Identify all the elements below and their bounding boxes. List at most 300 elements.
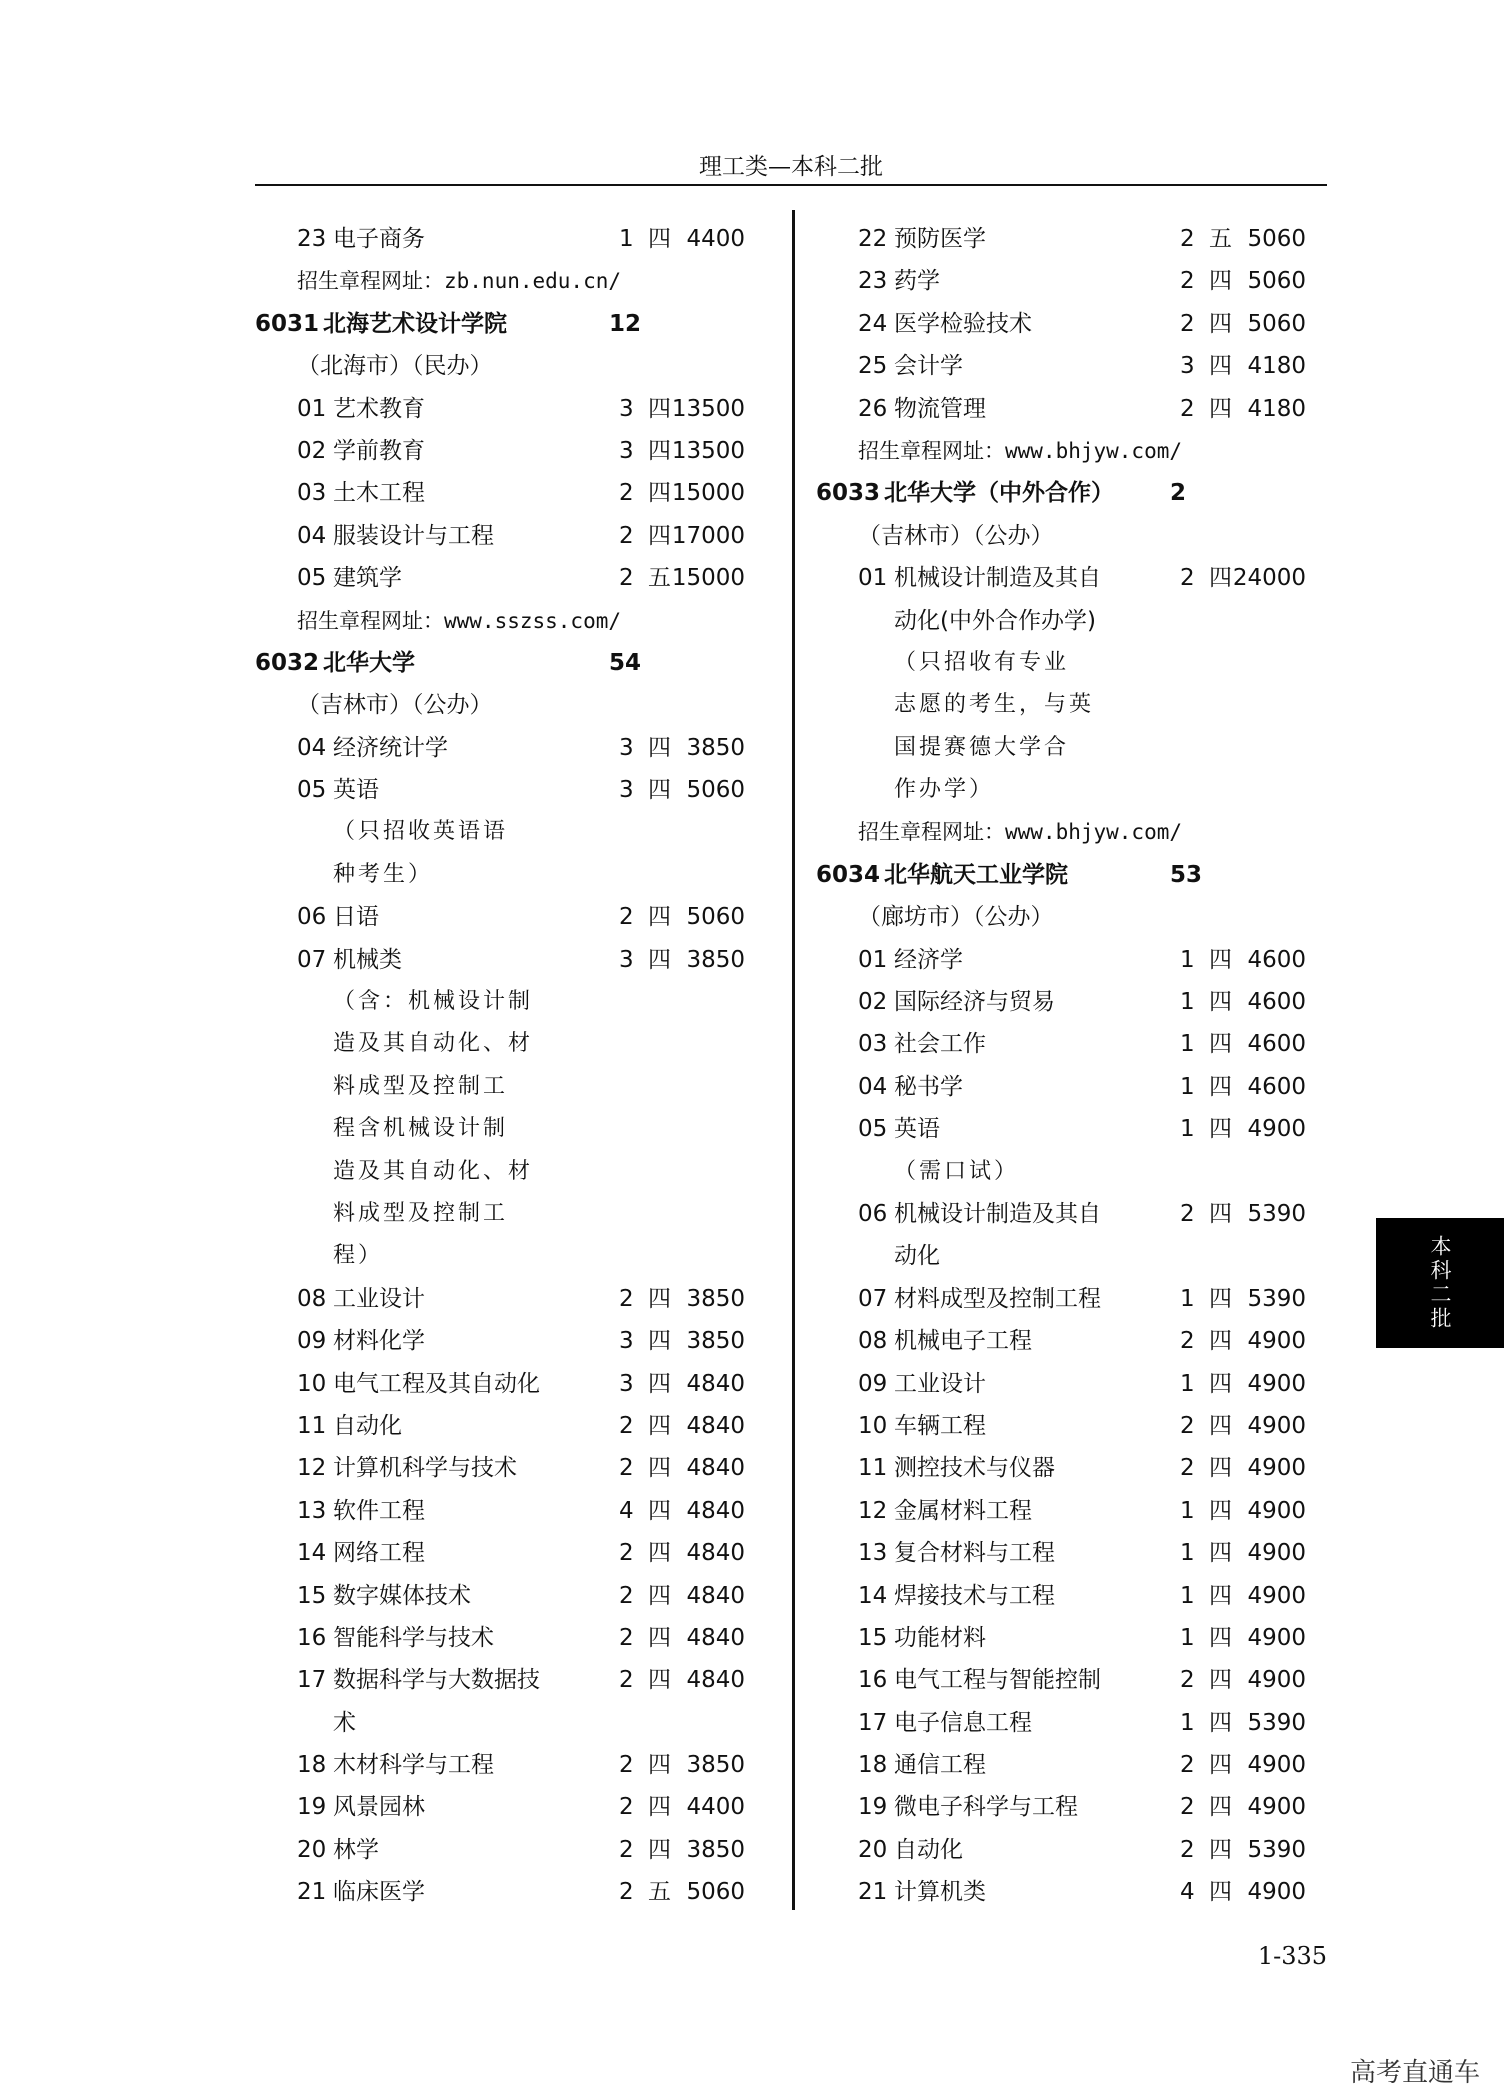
study-years: 四 (648, 777, 671, 804)
major-note-row (255, 1023, 775, 1065)
major-note: （需口试） (894, 1158, 1020, 1184)
study-years: 五 (648, 565, 671, 592)
study-years: 四 (1209, 1455, 1232, 1482)
plan-count: 2 (619, 1285, 634, 1312)
plan-count: 2 (619, 1412, 634, 1439)
major-name-continuation-row (816, 1235, 1336, 1277)
admission-url-row (255, 260, 775, 302)
major-code: 02 (858, 989, 888, 1016)
tuition-fee: 5060 (1247, 268, 1306, 295)
major-row (816, 1659, 1336, 1701)
major-row (255, 1575, 775, 1617)
column-divider (792, 210, 795, 1910)
major-row (816, 1575, 1336, 1617)
major-name: 经济统计学 (333, 734, 448, 761)
university-plan-total: 53 (1170, 861, 1203, 888)
major-name: 日语 (333, 904, 379, 931)
tuition-fee: 4840 (686, 1497, 745, 1524)
tuition-fee: 4900 (1247, 1667, 1306, 1694)
major-note-row (816, 1151, 1336, 1193)
major-name: 复合材料与工程 (894, 1540, 1055, 1567)
major-name: 工业设计 (894, 1370, 986, 1397)
major-name: 金属材料工程 (894, 1497, 1032, 1524)
major-code: 21 (858, 1879, 888, 1906)
study-years: 四 (1209, 1073, 1232, 1100)
university-name: 北海艺术设计学院 (323, 310, 507, 337)
university-location: （吉林市）（公办） (858, 522, 1054, 549)
major-row (816, 388, 1336, 430)
plan-count: 3 (619, 1370, 634, 1397)
major-row (255, 896, 775, 938)
major-name: 微电子科学与工程 (894, 1794, 1078, 1821)
major-name: 电子商务 (333, 226, 425, 252)
plan-count: 4 (619, 1497, 634, 1524)
tuition-fee: 4400 (686, 226, 745, 252)
study-years: 四 (648, 904, 671, 931)
plan-count: 2 (619, 904, 634, 931)
study-years: 四 (648, 226, 671, 252)
study-years: 四 (1209, 989, 1232, 1016)
tuition-fee: 5060 (686, 1879, 745, 1906)
major-row (255, 472, 775, 514)
study-years: 四 (1209, 1879, 1232, 1906)
major-note: 作办学） (894, 777, 995, 803)
tuition-fee: 5060 (1247, 226, 1306, 252)
tuition-fee: 4600 (1247, 989, 1306, 1016)
university-row (255, 642, 775, 684)
major-row (816, 1786, 1336, 1828)
study-years: 四 (1209, 268, 1232, 295)
university-code: 6032 (255, 649, 320, 676)
major-code: 17 (297, 1667, 327, 1694)
major-note-row (255, 1066, 775, 1108)
major-row (816, 218, 1336, 260)
major-code: 12 (297, 1455, 327, 1482)
tuition-fee: 4180 (1247, 395, 1306, 422)
university-row (255, 303, 775, 345)
study-years: 四 (1209, 1370, 1232, 1397)
major-name: 车辆工程 (894, 1412, 986, 1439)
tuition-fee: 13500 (671, 437, 745, 464)
university-code: 6033 (816, 480, 881, 507)
plan-count: 2 (619, 480, 634, 507)
admission-url: 招生章程网址：www.sszss.com/ (297, 608, 622, 633)
major-note-row (255, 981, 775, 1023)
tuition-fee: 4900 (1247, 1370, 1306, 1397)
plan-count: 1 (1180, 1497, 1195, 1524)
study-years: 四 (1209, 1031, 1232, 1058)
major-name: 通信工程 (894, 1752, 986, 1779)
tuition-fee: 4840 (686, 1370, 745, 1397)
study-years: 五 (648, 1879, 671, 1906)
major-row (816, 1829, 1336, 1871)
tuition-fee: 4900 (1247, 1752, 1306, 1779)
major-name: 林学 (333, 1836, 379, 1863)
study-years: 四 (648, 1667, 671, 1694)
tuition-fee: 5390 (1247, 1200, 1306, 1227)
major-name: 会计学 (894, 353, 963, 380)
plan-count: 2 (619, 1582, 634, 1609)
major-code: 18 (297, 1752, 327, 1779)
major-name: 临床医学 (333, 1879, 425, 1906)
tuition-fee: 4900 (1247, 1624, 1306, 1651)
major-row (255, 1447, 775, 1489)
tuition-fee: 4840 (686, 1624, 745, 1651)
major-row (255, 727, 775, 769)
major-row (816, 1532, 1336, 1574)
major-row (816, 1066, 1336, 1108)
tuition-fee: 5390 (1247, 1836, 1306, 1863)
study-years: 四 (1209, 1752, 1232, 1779)
major-name-continuation-row (255, 1702, 775, 1744)
watermark: 高考直通车 (1349, 2058, 1480, 2088)
major-name: 机械电子工程 (894, 1328, 1032, 1355)
major-name: 数据科学与大数据技 (333, 1667, 540, 1694)
plan-count: 4 (1180, 1879, 1195, 1906)
plan-count: 2 (619, 1540, 634, 1567)
major-row (255, 1744, 775, 1786)
major-code: 14 (858, 1582, 888, 1609)
major-code: 20 (858, 1836, 888, 1863)
study-years: 四 (1209, 946, 1232, 973)
tuition-fee: 4900 (1247, 1540, 1306, 1567)
plan-count: 2 (1180, 310, 1195, 337)
major-code: 21 (297, 1879, 327, 1906)
plan-count: 3 (619, 946, 634, 973)
major-note-row (255, 1235, 775, 1277)
major-row (255, 1532, 775, 1574)
tuition-fee: 3850 (686, 1328, 745, 1355)
study-years: 四 (648, 1412, 671, 1439)
study-years: 四 (1209, 1836, 1232, 1863)
major-row (816, 1405, 1336, 1447)
study-years: 四 (1209, 1497, 1232, 1524)
major-row (255, 1617, 775, 1659)
tuition-fee: 17000 (671, 522, 745, 549)
major-row (816, 260, 1336, 302)
major-row (816, 1447, 1336, 1489)
major-name: 机械设计制造及其自 (894, 1200, 1101, 1227)
major-code: 06 (297, 904, 327, 931)
university-name: 北华大学（中外合作） (884, 480, 1114, 507)
major-note-row (816, 727, 1336, 769)
tuition-fee: 3850 (686, 946, 745, 973)
major-name: 木材科学与工程 (333, 1752, 494, 1779)
major-note-row (255, 1151, 775, 1193)
study-years: 四 (1209, 1285, 1232, 1312)
tuition-fee: 4900 (1247, 1497, 1306, 1524)
major-code: 26 (858, 395, 888, 422)
tuition-fee: 4840 (686, 1540, 745, 1567)
major-note: 程含机械设计制 (333, 1116, 509, 1142)
plan-count: 2 (619, 1455, 634, 1482)
plan-count: 1 (1180, 989, 1195, 1016)
university-location-row (255, 345, 775, 387)
major-note: 造及其自动化、材 (333, 1031, 534, 1057)
major-name: 自动化 (894, 1836, 963, 1863)
major-code: 01 (858, 946, 888, 973)
major-code: 07 (858, 1285, 888, 1312)
study-years: 四 (648, 1455, 671, 1482)
major-row (255, 1659, 775, 1701)
university-plan-total: 2 (1170, 480, 1187, 507)
major-code: 08 (297, 1285, 327, 1312)
major-name: 材料化学 (333, 1328, 425, 1355)
study-years: 四 (1209, 1412, 1232, 1439)
major-note: （含：机械设计制 (333, 989, 534, 1015)
study-years: 四 (648, 522, 671, 549)
plan-count: 2 (619, 1624, 634, 1651)
major-row (816, 345, 1336, 387)
major-code: 04 (858, 1073, 888, 1100)
university-name: 北华航天工业学院 (884, 861, 1068, 888)
major-name: 电气工程及其自动化 (333, 1370, 540, 1397)
tuition-fee: 3850 (686, 1285, 745, 1312)
major-row (255, 1363, 775, 1405)
plan-count: 2 (619, 1879, 634, 1906)
plan-count: 2 (619, 1667, 634, 1694)
tuition-fee: 4900 (1247, 1794, 1306, 1821)
study-years: 四 (648, 1752, 671, 1779)
major-row (255, 557, 775, 599)
tuition-fee: 4900 (1247, 1328, 1306, 1355)
major-row (255, 769, 775, 811)
plan-count: 1 (1180, 1031, 1195, 1058)
plan-count: 2 (619, 1752, 634, 1779)
tuition-fee: 4840 (686, 1667, 745, 1694)
university-row (816, 472, 1336, 514)
major-row (816, 1278, 1336, 1320)
tuition-fee: 4180 (1247, 353, 1306, 380)
tuition-fee: 4840 (686, 1455, 745, 1482)
study-years: 四 (1209, 1328, 1232, 1355)
university-location-row (255, 684, 775, 726)
tuition-fee: 4840 (686, 1412, 745, 1439)
major-code: 08 (858, 1328, 888, 1355)
tuition-fee: 15000 (671, 565, 745, 592)
major-row (816, 1320, 1336, 1362)
major-code: 20 (297, 1836, 327, 1863)
major-name: 学前教育 (333, 437, 425, 464)
tuition-fee: 4900 (1247, 1412, 1306, 1439)
major-name-continuation-row (816, 600, 1336, 642)
study-years: 四 (1209, 1794, 1232, 1821)
plan-count: 1 (1180, 1540, 1195, 1567)
plan-count: 3 (619, 395, 634, 422)
major-code: 14 (297, 1540, 327, 1567)
plan-count: 1 (1180, 1624, 1195, 1651)
plan-count: 1 (1180, 946, 1195, 973)
study-years: 四 (1209, 1709, 1232, 1736)
university-name: 北华大学 (323, 649, 415, 676)
major-name: 自动化 (333, 1412, 402, 1439)
admission-url-row (816, 430, 1336, 472)
major-code: 05 (297, 565, 327, 592)
major-row (816, 1108, 1336, 1150)
admission-url: 招生章程网址：www.bhjyw.com/ (858, 438, 1183, 463)
admission-url-row (255, 600, 775, 642)
university-location: （吉林市）（公办） (297, 692, 493, 719)
major-row (255, 430, 775, 472)
major-note-row (255, 811, 775, 853)
tuition-fee: 5060 (686, 777, 745, 804)
header-rule (255, 184, 1327, 186)
major-name: 国际经济与贸易 (894, 989, 1055, 1016)
study-years: 四 (648, 1836, 671, 1863)
major-code: 13 (297, 1497, 327, 1524)
study-years: 四 (648, 1370, 671, 1397)
tuition-fee: 4900 (1247, 1116, 1306, 1143)
tuition-fee: 4600 (1247, 1073, 1306, 1100)
major-name: 工业设计 (333, 1285, 425, 1312)
study-years: 四 (648, 437, 671, 464)
major-code: 10 (858, 1412, 888, 1439)
major-row (816, 1490, 1336, 1532)
study-years: 四 (1209, 1540, 1232, 1567)
study-years: 四 (1209, 1667, 1232, 1694)
major-row (816, 1363, 1336, 1405)
major-note: 造及其自动化、材 (333, 1158, 534, 1184)
major-code: 19 (297, 1794, 327, 1821)
plan-count: 2 (619, 1794, 634, 1821)
major-name: 经济学 (894, 946, 963, 973)
study-years: 四 (648, 395, 671, 422)
study-years: 四 (648, 1540, 671, 1567)
tuition-fee: 3850 (686, 734, 745, 761)
study-years: 四 (648, 1285, 671, 1312)
major-code: 13 (858, 1540, 888, 1567)
university-code: 6031 (255, 310, 320, 337)
major-code: 15 (297, 1582, 327, 1609)
side-tab-label: 本科二批 (1428, 1235, 1452, 1331)
tuition-fee: 5060 (1247, 310, 1306, 337)
plan-count: 2 (1180, 1752, 1195, 1779)
major-row (255, 1871, 775, 1913)
major-name: 智能科学与技术 (333, 1624, 494, 1651)
major-code: 16 (297, 1624, 327, 1651)
tuition-fee: 5390 (1247, 1709, 1306, 1736)
major-name: 电气工程与智能控制 (894, 1667, 1101, 1694)
major-name: 服装设计与工程 (333, 522, 494, 549)
study-years: 四 (648, 1497, 671, 1524)
major-code: 05 (297, 777, 327, 804)
page-header-title: 理工类—本科二批 (699, 154, 883, 180)
major-note: 志愿的考生，与英 (894, 692, 1095, 718)
major-note: 程） (333, 1243, 384, 1269)
major-name: 功能材料 (894, 1624, 986, 1651)
major-name: 风景园林 (333, 1794, 425, 1821)
major-name: 焊接技术与工程 (894, 1582, 1055, 1609)
study-years: 四 (1209, 1116, 1232, 1143)
major-code: 11 (858, 1455, 888, 1482)
major-row (255, 1829, 775, 1871)
major-code: 18 (858, 1752, 888, 1779)
major-name: 物流管理 (894, 395, 986, 422)
major-name: 秘书学 (894, 1073, 963, 1100)
major-code: 17 (858, 1709, 888, 1736)
major-name: 计算机类 (894, 1879, 986, 1906)
major-row (816, 1744, 1336, 1786)
tuition-fee: 5390 (1247, 1285, 1306, 1312)
page-number: 1-335 (1257, 1942, 1327, 1970)
major-name: 数字媒体技术 (333, 1582, 471, 1609)
plan-count: 2 (1180, 1667, 1195, 1694)
study-years: 四 (1209, 395, 1232, 422)
major-code: 25 (858, 353, 888, 380)
tuition-fee: 4600 (1247, 946, 1306, 973)
study-years: 四 (648, 1328, 671, 1355)
major-note: 料成型及控制工 (333, 1073, 509, 1099)
major-row (816, 1193, 1336, 1235)
major-name: 机械类 (333, 946, 402, 973)
plan-count: 2 (1180, 268, 1195, 295)
tuition-fee: 4900 (1247, 1582, 1306, 1609)
study-years: 四 (1209, 310, 1232, 337)
left-column (255, 218, 775, 1914)
plan-count: 3 (619, 437, 634, 464)
plan-count: 1 (1180, 1073, 1195, 1100)
major-row (255, 1320, 775, 1362)
major-name: 材料成型及控制工程 (894, 1285, 1101, 1312)
major-name-continuation: 术 (333, 1709, 356, 1736)
major-code: 09 (297, 1328, 327, 1355)
major-code: 16 (858, 1667, 888, 1694)
study-years: 四 (648, 946, 671, 973)
major-name: 测控技术与仪器 (894, 1455, 1055, 1482)
major-name: 药学 (894, 268, 940, 295)
major-code: 03 (297, 480, 327, 507)
major-note: （只招收有专业 (894, 649, 1070, 675)
major-name: 土木工程 (333, 480, 425, 507)
study-years: 四 (1209, 1582, 1232, 1609)
major-note-row (255, 1193, 775, 1235)
major-code: 12 (858, 1497, 888, 1524)
university-row (816, 854, 1336, 896)
major-code: 03 (858, 1031, 888, 1058)
major-note-row (816, 642, 1336, 684)
major-name: 预防医学 (894, 226, 986, 252)
plan-count: 3 (619, 777, 634, 804)
university-code: 6034 (816, 861, 881, 888)
major-code: 19 (858, 1794, 888, 1821)
plan-count: 1 (619, 226, 634, 252)
section-side-tab (1376, 1218, 1504, 1348)
major-code: 06 (858, 1200, 888, 1227)
university-plan-total: 12 (609, 310, 642, 337)
study-years: 四 (1209, 565, 1232, 592)
major-row (255, 388, 775, 430)
major-code: 05 (858, 1116, 888, 1143)
major-row (255, 515, 775, 557)
major-code: 04 (297, 734, 327, 761)
major-code: 23 (858, 268, 888, 295)
study-years: 四 (1209, 353, 1232, 380)
major-name-continuation: 动化(中外合作办学) (894, 607, 1096, 634)
major-row (255, 1490, 775, 1532)
major-row (255, 1405, 775, 1447)
plan-count: 1 (1180, 1285, 1195, 1312)
study-years: 四 (648, 480, 671, 507)
major-row (255, 939, 775, 981)
major-code: 01 (858, 565, 888, 592)
major-row (816, 981, 1336, 1023)
major-name: 计算机科学与技术 (333, 1455, 517, 1482)
major-row (816, 303, 1336, 345)
plan-count: 3 (619, 1328, 634, 1355)
major-code: 01 (297, 395, 327, 422)
major-row (255, 218, 775, 260)
major-name: 医学检验技术 (894, 310, 1032, 337)
